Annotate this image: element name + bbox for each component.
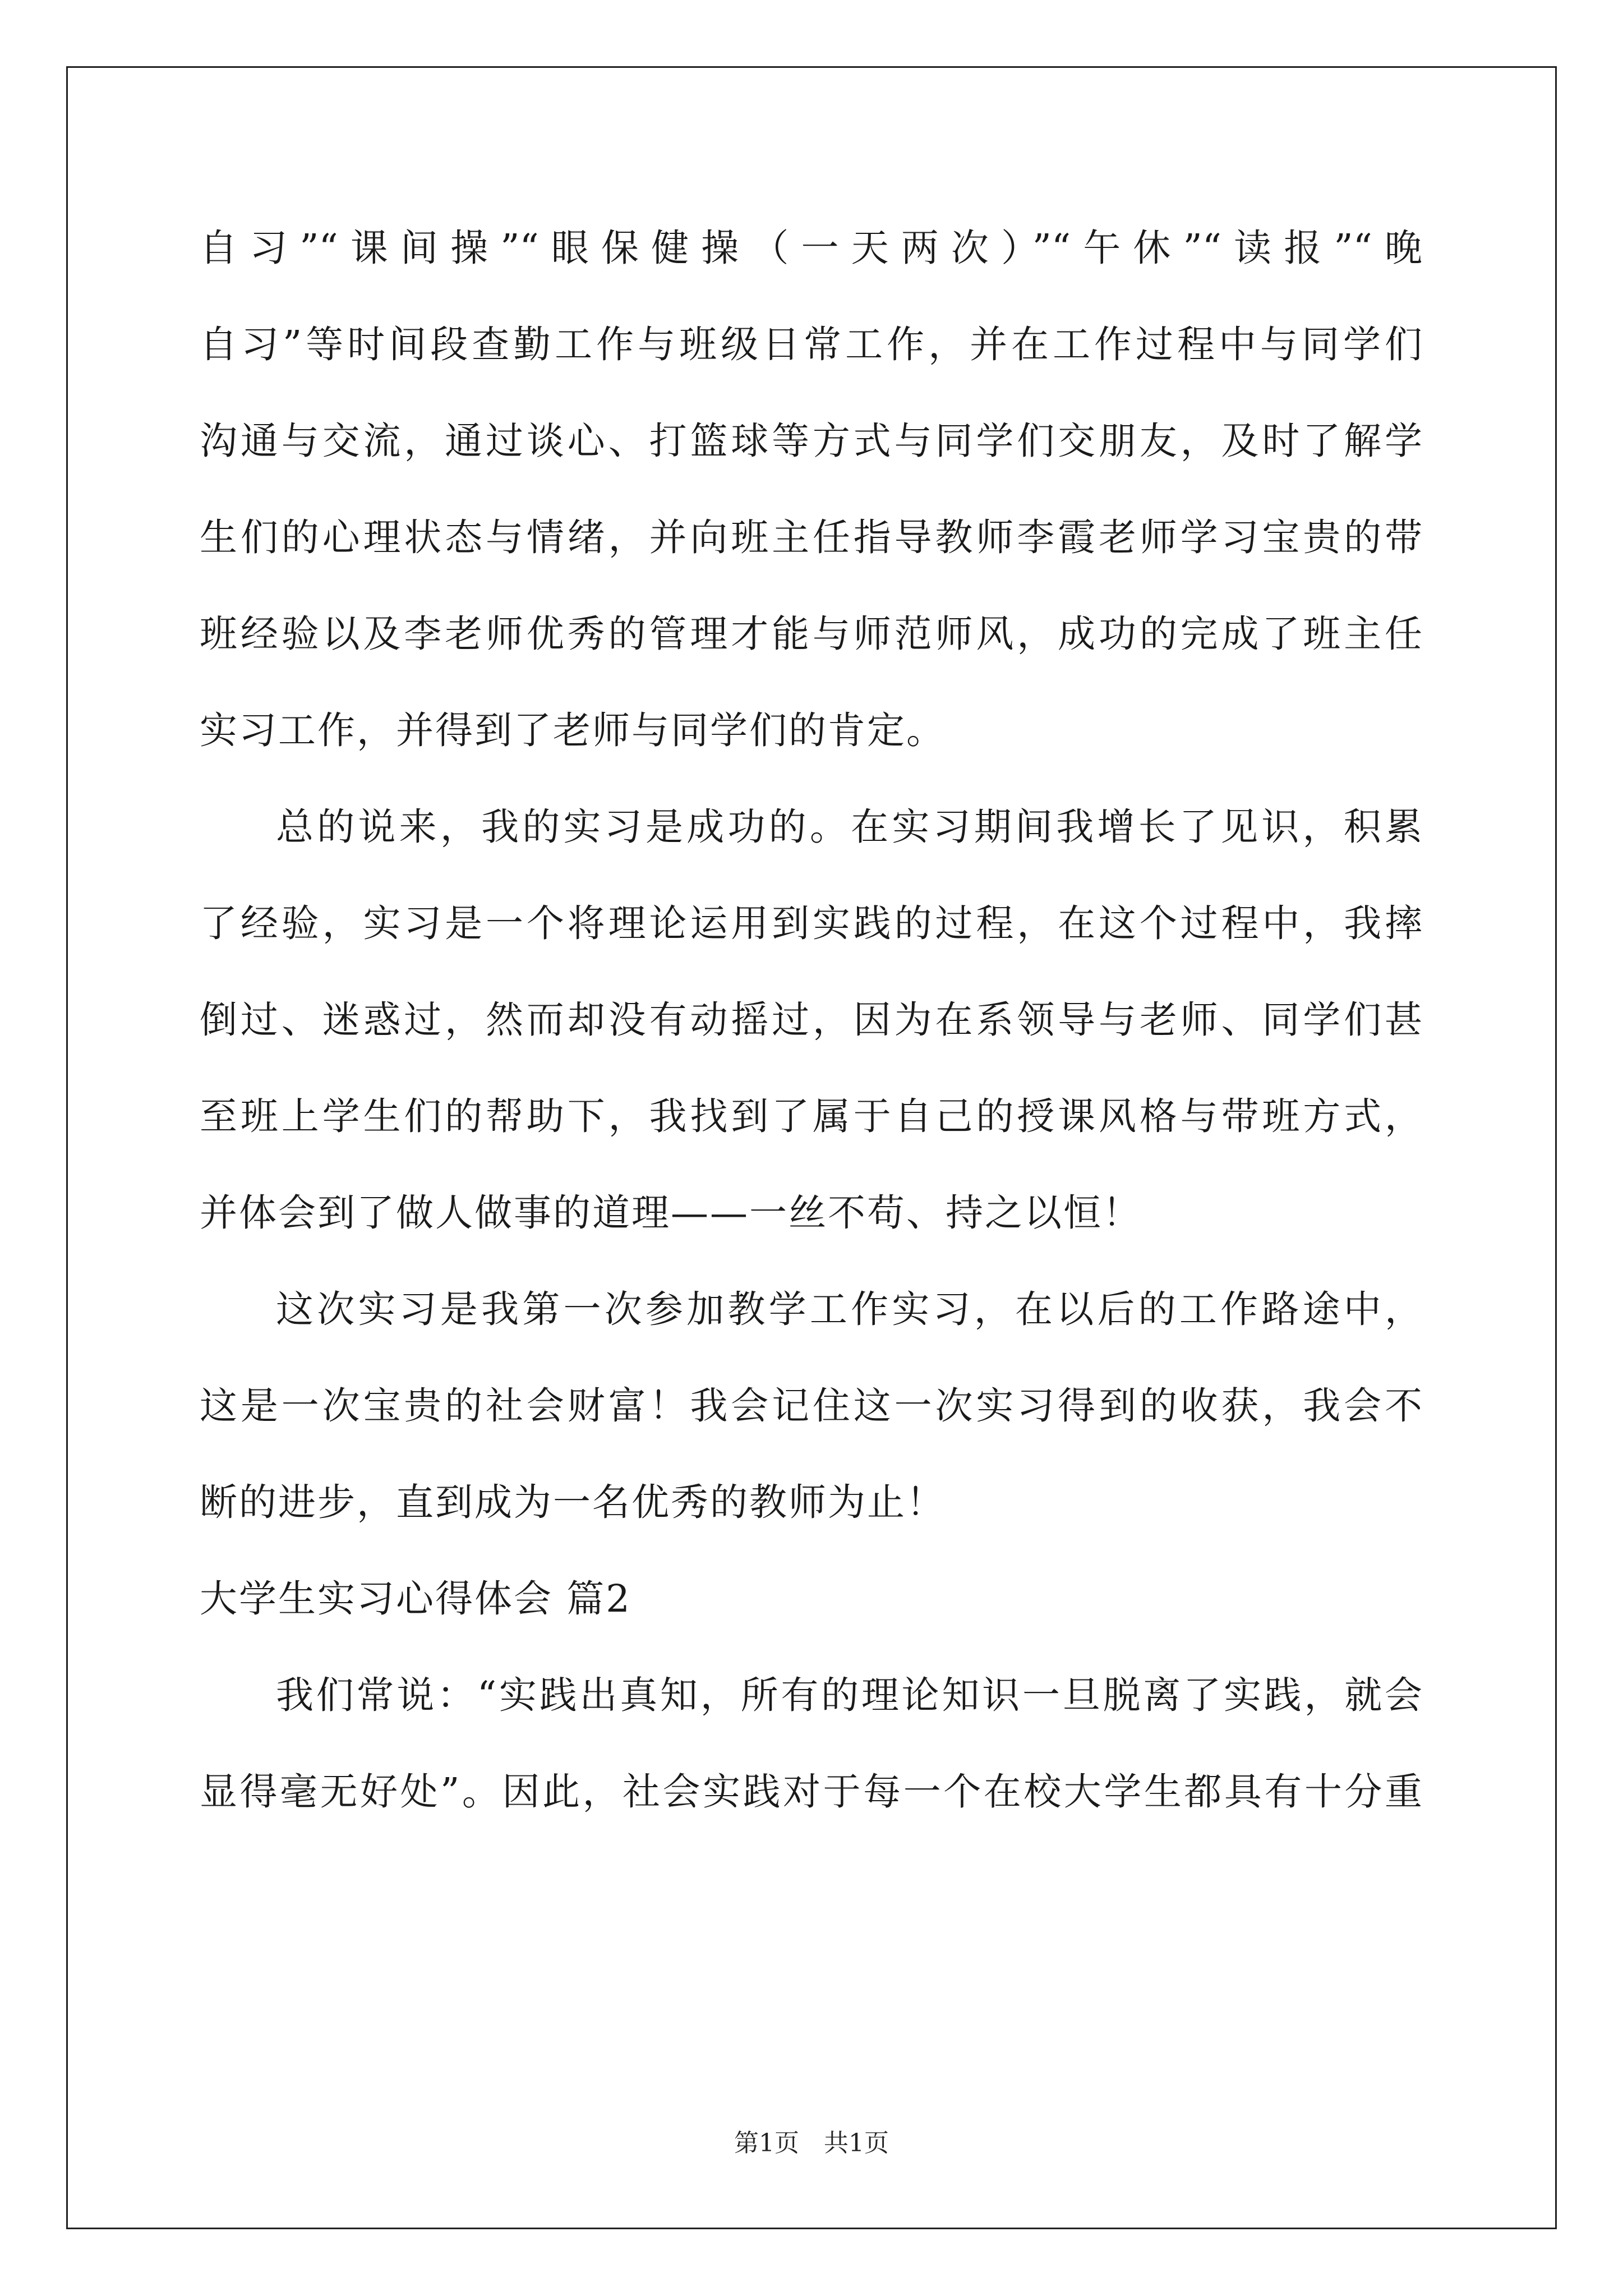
body-line: 自习”等时间段查勤工作与班级日常工作，并在工作过程中与同学们	[200, 323, 1422, 366]
body-line: 显得毫无好处”。因此，社会实践对于每一个在校大学生都具有十分重	[200, 1770, 1422, 1814]
body-line: 实习工作，并得到了老师与同学们的肯定。	[200, 708, 946, 752]
body-line: 这次实习是我第一次参加教学工作实习，在以后的工作路途中，	[276, 1287, 1422, 1331]
page-number: 第1页 共1页	[734, 2129, 889, 2157]
body-line: 至班上学生们的帮助下，我找到了属于自己的授课风格与带班方式，	[200, 1094, 1422, 1138]
body-line: 断的进步，直到成为一名优秀的教师为止！	[200, 1480, 946, 1524]
body-line: 班经验以及李老师优秀的管理才能与师范师风，成功的完成了班主任	[200, 612, 1422, 656]
body-line: 这是一次宝贵的社会财富！我会记住这一次实习得到的收获，我会不	[200, 1384, 1422, 1428]
body-line: 生们的心理状态与情绪，并向班主任指导教师李霞老师学习宝贵的带	[200, 516, 1422, 559]
body-line: 倒过、迷惑过，然而却没有动摇过，因为在系领导与老师、同学们甚	[200, 998, 1422, 1042]
body-line: 总的说来，我的实习是成功的。在实习期间我增长了见识，积累	[276, 805, 1422, 849]
body-line: 并体会到了做人做事的道理——一丝不苟、持之以恒！	[200, 1191, 1142, 1235]
page-border	[66, 66, 1557, 2229]
body-line: 我们常说：“实践出真知，所有的理论知识一旦脱离了实践，就会	[276, 1673, 1422, 1717]
body-line: 了经验，实习是一个将理论运用到实践的过程，在这个过程中，我摔	[200, 901, 1422, 945]
section-heading: 大学生实习心得体会 篇2	[200, 1577, 631, 1621]
body-line: 沟通与交流，通过谈心、打篮球等方式与同学们交朋友，及时了解学	[200, 419, 1422, 463]
body-line: 自习”“课间操”“眼保健操（一天两次）”“午休”“读报”“晚	[200, 226, 1422, 270]
